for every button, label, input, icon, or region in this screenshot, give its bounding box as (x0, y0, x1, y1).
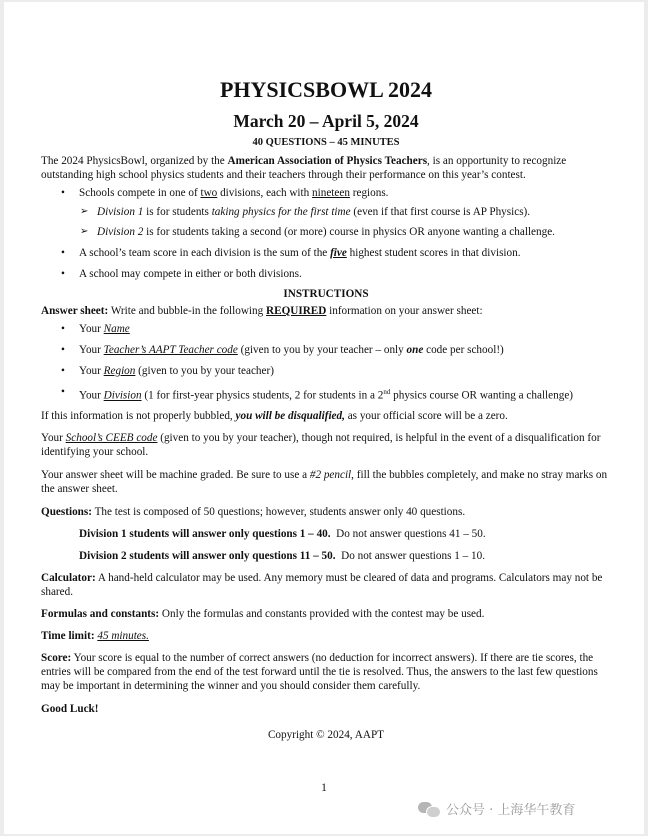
list-item: • Your Name (79, 322, 611, 336)
list-item: • Schools compete in one of two divisions, each with nineteen regions. ➢ Division 1 is for students taking physics for the first time (even if that first course is AP Physics). ➢ Division 2 is for students taking a second (or more) course in physics OR anyone wanting a challenge. (79, 186, 611, 239)
division1-questions: Division 1 students will answer only questions 1 – 40. Do not answer questions 41 – 50. (79, 527, 486, 540)
machine-graded-paragraph: Your answer sheet will be machine graded. Be sure to use a #2 pencil, fill the bubbles completely, and make no stray marks on the answer sheet. (41, 468, 608, 495)
page-content (41, 76, 611, 742)
good-luck: Good Luck! (41, 702, 99, 715)
questions-time: 40 QUESTIONS – 45 MINUTES (252, 137, 400, 148)
list-item: ➢ Division 1 is for students taking physics for the first time (even if that first course is AP Physics). (97, 205, 611, 219)
watermark (418, 799, 575, 818)
document-page (4, 2, 644, 834)
list-item: • Your Region (given to you by your teacher) (79, 364, 611, 378)
list-item: ➢ Division 2 is for students taking a second (or more) course in physics OR anyone wanting a challenge. (97, 225, 611, 239)
list-item: • Your Teacher’s AAPT Teacher code (given to you by your teacher – only one code per school!) (79, 343, 611, 357)
required-info-list (41, 322, 611, 403)
page-title: PHYSICSBOWL 2024 (219, 77, 433, 102)
page-number: 1 (321, 782, 327, 794)
division2-questions: Division 2 students will answer only questions 11 – 50. Do not answer questions 1 – 10. (79, 549, 486, 562)
wechat-icon (418, 801, 440, 817)
calculator-paragraph: Calculator: A hand-held calculator may be used. Any memory must be cleared of data and programs. Calculators may not be shared. (41, 571, 603, 598)
org-name: American Association of Physics Teachers (227, 155, 428, 167)
list-item: • Your Division (1 for first-year physics students, 2 for students in a 2nd physics course OR wanting a challenge) (79, 385, 611, 403)
division-sublist (79, 205, 611, 239)
copyright: Copyright © 2024, AAPT (267, 728, 385, 741)
answer-sheet-paragraph: Answer sheet: Write and bubble-in the following REQUIRED information on your answer sheet: (41, 305, 483, 317)
instructions-heading: INSTRUCTIONS (283, 288, 369, 300)
score-paragraph: Score: Your score is equal to the number of correct answers (no deduction for incorrect answers). If there are tie scores, the entries will be compared from the end of the test forward until the tie is resolved. Thus, the answers to the last few questions may be important in determining the winner and you should consider them carefully. (41, 651, 598, 692)
intro-paragraph: The 2024 PhysicsBowl, organized by the American Association of Physics Teachers, is an opportunity to recognize outstanding high school physics students and their teachers through their performance on this year’s contest. (41, 155, 567, 181)
disqualify-paragraph: If this information is not properly bubbled, you will be disqualified, as your official score will be a zero. (41, 409, 508, 422)
overview-list (41, 186, 611, 281)
list-item: • A school may compete in either or both divisions. (79, 267, 611, 281)
list-item: • A school’s team score in each division is the sum of the five highest student scores in that division. (79, 246, 611, 260)
questions-paragraph: Questions: The test is composed of 50 questions; however, students answer only 40 questions. (41, 505, 466, 518)
watermark-text: 公众号 · 上海华午教育 (446, 803, 576, 818)
contest-dates: March 20 – April 5, 2024 (233, 111, 419, 131)
formulas-paragraph: Formulas and constants: Only the formulas and constants provided with the contest may be used. (41, 607, 485, 620)
time-limit-paragraph: Time limit: 45 minutes. (41, 629, 149, 642)
ceeb-paragraph: Your School’s CEEB code (given to you by your teacher), though not required, is helpful in the event of a disqualification for identifying your school. (41, 431, 601, 458)
